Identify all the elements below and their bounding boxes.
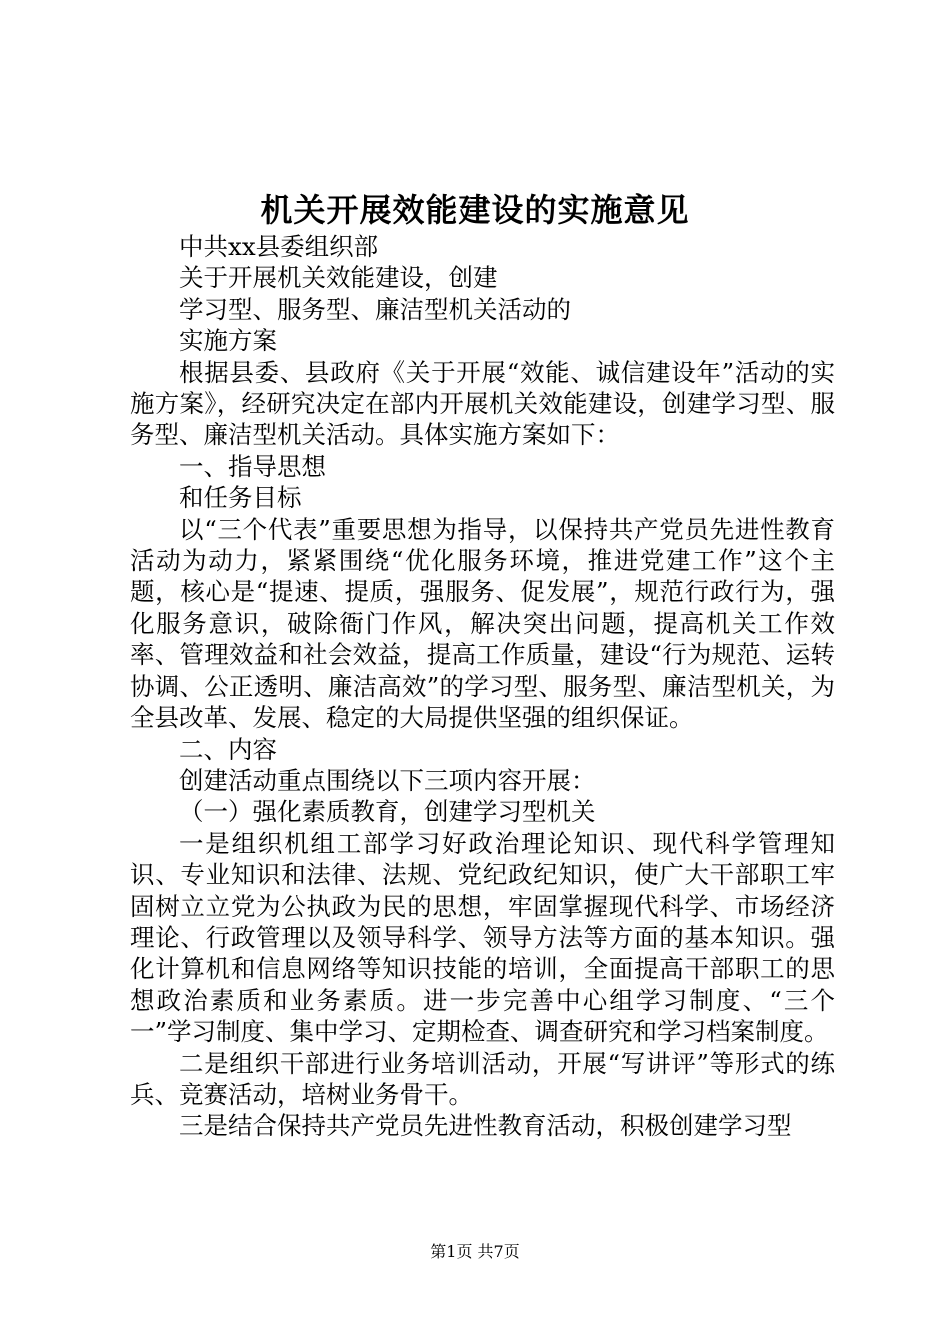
paragraph: 根据县委、县政府《关于开展“效能、诚信建设年”活动的实施方案》，经研究决定在部内开展机关效能建设，创建学习型、服务型、廉洁型机关活动。具体实施方案如下： (130, 357, 835, 450)
paragraph: 中共xx县委组织部 (179, 232, 379, 261)
paragraph: 学习型、服务型、廉洁型机关活动的 (179, 294, 571, 324)
section-heading: 和任务目标 (179, 483, 302, 513)
page-footer: 第1页 共7页 (430, 1242, 520, 1261)
subsection-heading: （一）强化素质教育，创建学习型机关 (179, 797, 596, 827)
section-heading: 二、内容 (179, 734, 277, 764)
section-heading: 一、指导思想 (179, 451, 326, 481)
paragraph: 二是组织干部进行业务培训活动，开展“写讲评”等形式的练兵、竞赛活动，培树业务骨干。 (130, 1048, 835, 1109)
paragraph: 创建活动重点围绕以下三项内容开展： (179, 765, 596, 795)
document-title: 机关开展效能建设的实施意见 (260, 191, 690, 229)
document-body (130, 231, 835, 1142)
paragraph: 三是结合保持共产党员先进性教育活动，积极创建学习型 (179, 1111, 792, 1141)
paragraph: 实施方案 (179, 326, 277, 356)
paragraph: 以“三个代表”重要思想为指导，以保持共产党员先进性教育活动为动力，紧紧围绕“优化服务环境，推进党建工作”这个主题，核心是“提速、提质，强服务、促发展”，规范行政行为，强化服务意识，破除衙门作风，解决突出问题，提高机关工作效率、管理效益和社会效益，提高工作质量，建设“行为规范、运转协调、公正透明、廉洁高效”的学习型、服务型、廉洁型机关，为全县改革、发展、稳定的大局提供坚强的组织保证。 (130, 514, 835, 733)
paragraph: 一是组织机组工部学习好政治理论知识、现代科学管理知识、专业知识和法律、法规、党纪政纪知识，使广大干部职工牢固树立立党为公执政为民的思想，牢固掌握现代科学、市场经济理论、行政管理以及领导科学、领导方法等方面的基本知识。强化计算机和信息网络等知识技能的培训，全面提高干部职工的思想政治素质和业务素质。进一步完善中心组学习制度、“三个一”学习制度、集中学习、定期检查、调查研究和学习档案制度。 (130, 828, 835, 1047)
paragraph: 关于开展机关效能建设，创建 (179, 263, 498, 293)
